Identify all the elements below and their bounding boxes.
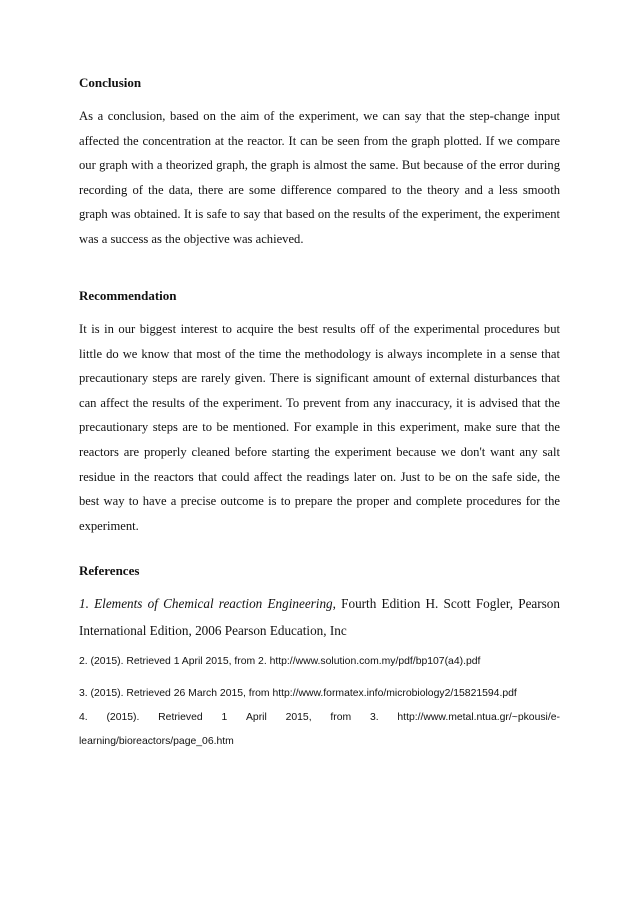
reference-1: [79, 590, 560, 644]
reference-4-continuation[interactable]: learning/bioreactors/page_06.htm: [79, 736, 234, 747]
recommendation-paragraph: It is in our biggest interest to acquire the best results off of the experimental procedures but little do we know that most of the time the methodology is always incomplete in a sense that precautionary steps are rarely given. There is significant amount of external disturbances that can affect the results of the experiment. To prevent from any inaccuracy, it is advised that the precautionary steps are to be mentioned. For example in this experiment, make sure that the reactors are properly cleaned before starting the experiment because we don't want any salt residue in the reactors that could affect the readings later on. Just to be on the safe side, the best way to have a precise outcome is to prepare the proper and complete procedures for the experiment.: [79, 322, 560, 533]
reference-4-first-line: [79, 706, 560, 730]
reference-1-number: 1.: [79, 596, 89, 611]
reference-4-part: 1: [221, 712, 228, 723]
reference-4-part: Retrieved: [158, 712, 203, 723]
reference-1-details: , Fourth Edition H. Scott Fogler, Pearson International Edition, 2006 Pearson Education, Inc: [79, 596, 560, 638]
reference-4-part: 2015,: [285, 712, 312, 723]
conclusion-heading: Conclusion: [79, 75, 142, 90]
reference-4-part: (2015).: [106, 712, 140, 723]
reference-4-part: 3.: [369, 712, 379, 723]
reference-4-link[interactable]: http://www.metal.ntua.gr/~pkousi/e-: [397, 712, 560, 723]
recommendation-heading: Recommendation: [79, 288, 177, 303]
reference-2: 2. (2015). Retrieved 1 April 2015, from 2. http://www.solution.com.my/pdf/bp107(a4).pdf: [79, 656, 481, 667]
references-heading: References: [79, 563, 140, 578]
conclusion-paragraph: As a conclusion, based on the aim of the experiment, we can say that the step-change input affected the concentration at the reactor. It can be seen from the graph plotted. If we compare our graph with a theorized graph, the graph is almost the same. But because of the error during recording of the data, there are some difference compared to the theory and a less smooth graph was obtained. It is safe to say that based on the results of the experiment, the experiment was a success as the objective was achieved.: [79, 109, 560, 246]
reference-4-part: from: [330, 712, 352, 723]
reference-4-part: April: [246, 712, 267, 723]
reference-4: [79, 706, 560, 754]
reference-3: 3. (2015). Retrieved 26 March 2015, from http://www.formatex.info/microbiology2/15821594.pdf: [79, 688, 517, 699]
reference-1-title: Elements of Chemical reaction Engineering: [94, 596, 333, 611]
reference-4-part: 4.: [79, 712, 88, 723]
